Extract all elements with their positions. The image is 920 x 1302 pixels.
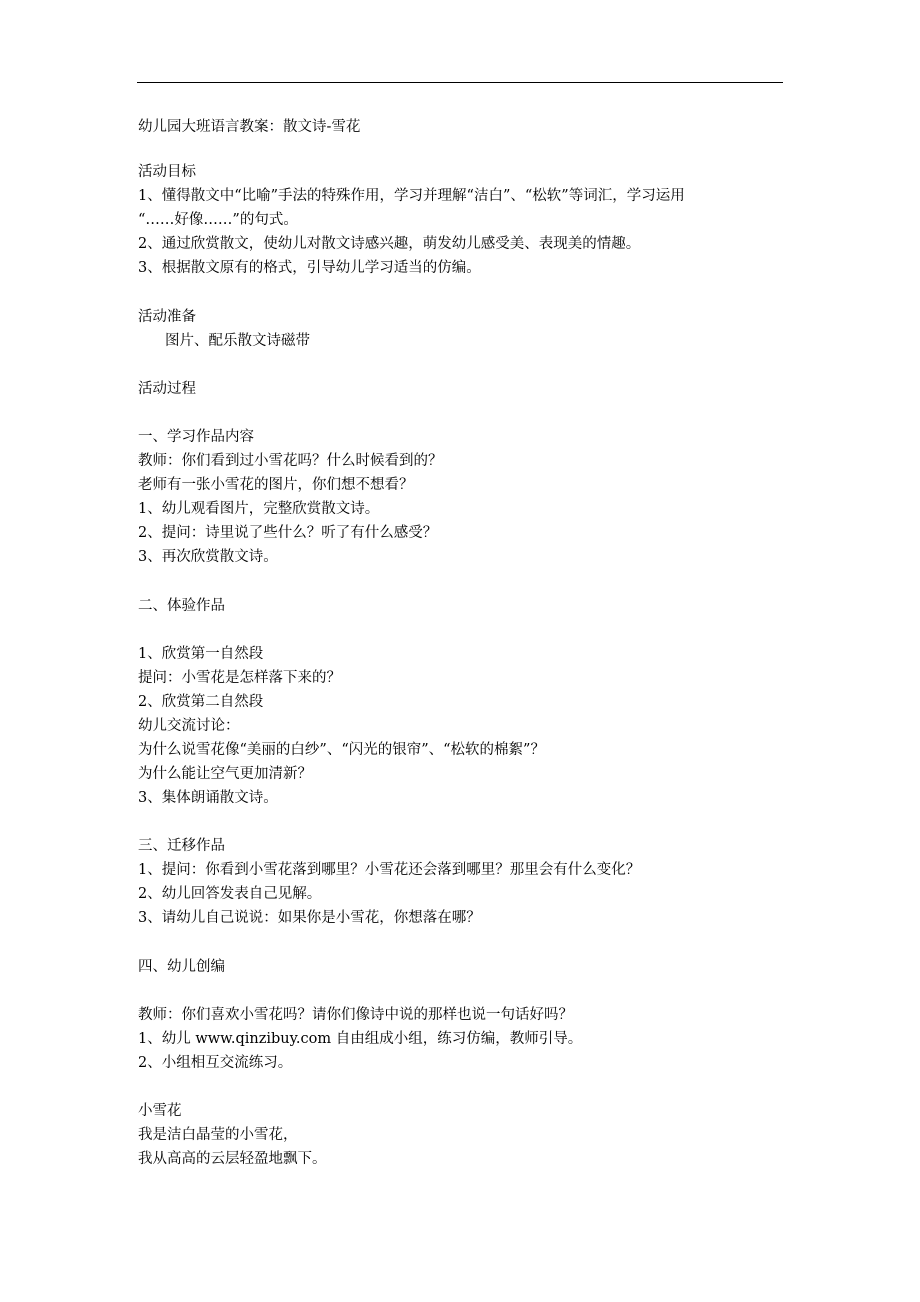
section-line: 2、小组相互交流练习。 [138, 1055, 293, 1071]
goals-heading: 活动目标 [138, 164, 196, 180]
document-title: 幼儿园大班语言教案：散文诗-雪花 [138, 119, 361, 135]
section-heading: 四、幼儿创编 [138, 959, 225, 975]
section-line: 幼儿交流讨论： [138, 718, 240, 734]
goal-item-continuation: “……好像……”的句式。 [138, 212, 298, 228]
section-line: 老师有一张小雪花的图片，你们想不想看？ [138, 477, 414, 493]
section-line: 为什么说雪花像“美丽的白纱”、“闪光的银帘”、“松软的棉絮”？ [138, 742, 545, 758]
section-line: 3、请幼儿自己说说：如果你是小雪花，你想落在哪？ [138, 910, 481, 926]
goal-item: 1、懂得散文中“比喻”手法的特殊作用，学习并理解“洁白”、“松软”等词汇，学习运用 [138, 188, 685, 204]
process-heading: 活动过程 [138, 381, 196, 397]
goal-item: 3、根据散文原有的格式，引导幼儿学习适当的仿编。 [138, 260, 481, 276]
section-line: 2、幼儿回答发表自己见解。 [138, 886, 322, 902]
section-line: 提问：小雪花是怎样落下来的？ [138, 670, 341, 686]
section-line: 1、欣赏第一自然段 [138, 646, 264, 662]
section-line: 1、幼儿观看图片，完整欣赏散文诗。 [138, 501, 380, 517]
section-line: 1、提问：你看到小雪花落到哪里？小雪花还会落到哪里？那里会有什么变化？ [138, 862, 641, 878]
section-heading: 三、迁移作品 [138, 838, 225, 854]
preparation-heading: 活动准备 [138, 309, 196, 325]
preparation-text: 图片、配乐散文诗磁带 [165, 333, 310, 349]
section-line: 为什么能让空气更加清新？ [138, 766, 312, 782]
section-line: 2、欣赏第二自然段 [138, 694, 264, 710]
section-heading: 一、学习作品内容 [138, 429, 254, 445]
section-line: 1、幼儿 www.qinzibuy.com 自由组成小组，练习仿编，教师引导。 [138, 1031, 583, 1047]
goal-item: 2、通过欣赏散文，使幼儿对散文诗感兴趣，萌发幼儿感受美、表现美的情趣。 [138, 236, 641, 252]
poem-line: 我从高高的云层轻盈地飘下。 [138, 1151, 327, 1167]
section-line: 3、集体朗诵散文诗。 [138, 790, 278, 806]
section-line: 2、提问：诗里说了些什么？听了有什么感受？ [138, 525, 438, 541]
section-line: 3、再次欣赏散文诗。 [138, 549, 278, 565]
section-line: 教师：你们喜欢小雪花吗？请你们像诗中说的那样也说一句话好吗？ [138, 1007, 573, 1023]
header-rule [137, 82, 783, 83]
section-heading: 二、体验作品 [138, 598, 225, 614]
poem-title: 小雪花 [138, 1103, 182, 1119]
poem-line: 我是洁白晶莹的小雪花， [138, 1127, 298, 1143]
section-line: 教师：你们看到过小雪花吗？什么时候看到的？ [138, 453, 443, 469]
